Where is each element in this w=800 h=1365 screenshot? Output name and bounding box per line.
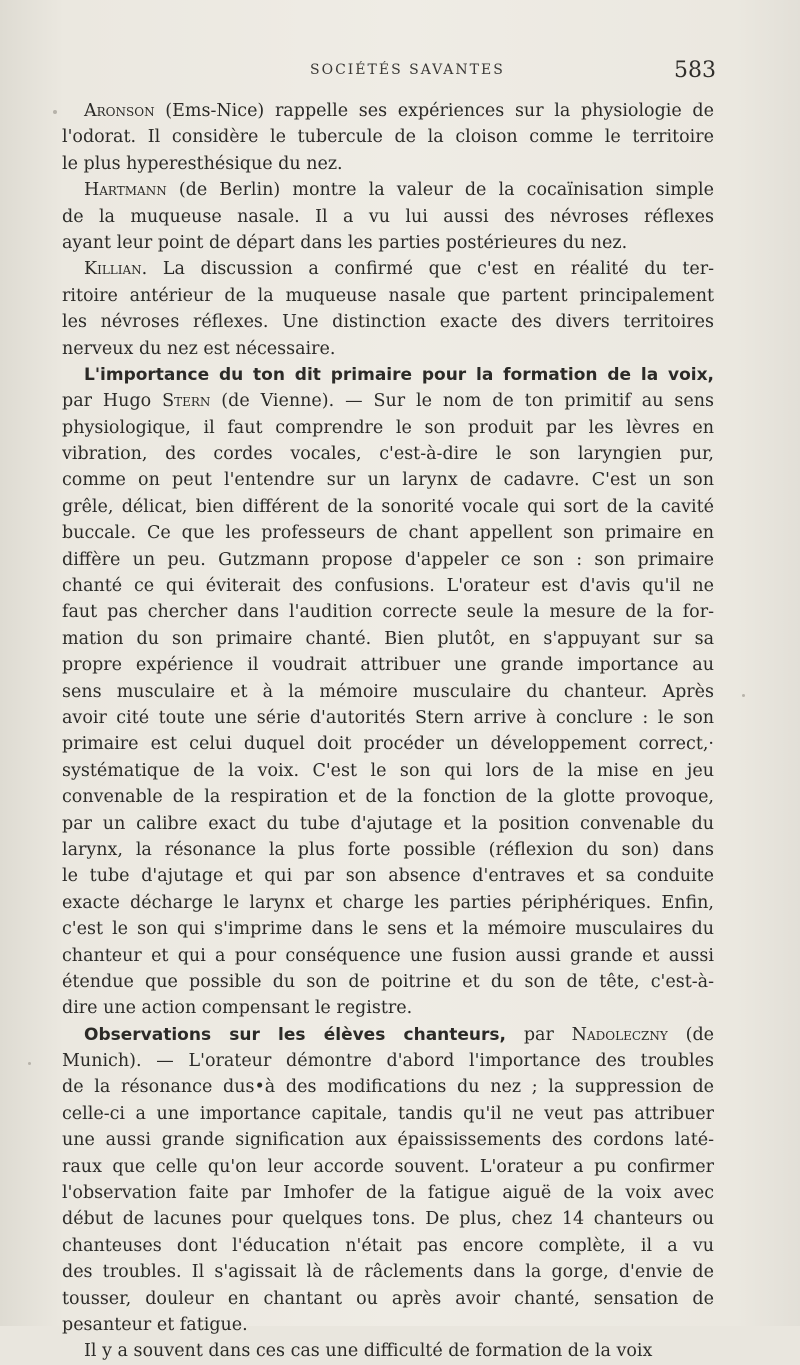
- line-text: les névroses réflexes. Une distinction exacte des divers territoires: [62, 312, 714, 333]
- line-text: chanteuses dont l'éducation n'était pas encore complète, il a vu: [62, 1235, 714, 1256]
- line-text: (de: [667, 1024, 714, 1045]
- text-line: [62, 916, 714, 942]
- paper-speck: [742, 694, 745, 697]
- line-text: larynx, la résonance la plus forte possible (réflexion du son) dans: [62, 839, 714, 860]
- line-text: une aussi grande signification aux épaississements des cordons laté-: [62, 1130, 714, 1151]
- line-text: (de Vienne). — Sur le nom de ton primitif au sens: [210, 391, 714, 412]
- line-text: chanteur et qui a pour conséquence une fusion aussi grande et aussi: [62, 945, 714, 966]
- text-line: [62, 441, 714, 467]
- text-line: [62, 863, 714, 889]
- paragraph: [62, 256, 714, 362]
- text-line: [62, 494, 714, 520]
- text-line: [62, 599, 714, 625]
- line-text: buccale. Ce que les professeurs de chant appellent son primaire en: [62, 523, 714, 544]
- text-line: [62, 1338, 714, 1364]
- line-text: grêle, délicat, bien différent de la sonorité vocale qui sort de la cavité: [62, 496, 714, 517]
- paragraph: [62, 1022, 714, 1339]
- line-text: faut pas chercher dans l'audition correcte seule la mesure de la for-: [62, 602, 714, 623]
- author-name: Killian: [84, 259, 142, 280]
- line-text: systématique de la voix. C'est le son qui lors de la mise en jeu: [62, 760, 714, 781]
- text-line: [62, 679, 714, 705]
- text-line: [62, 1206, 714, 1232]
- text-line: [62, 1127, 714, 1153]
- line-text: Munich). — L'orateur démontre d'abord l'importance des troubles: [62, 1051, 714, 1072]
- line-text: pesanteur et fatigue.: [62, 1314, 248, 1335]
- line-text: dire une action compensant le registre.: [62, 998, 413, 1019]
- text-line: [62, 204, 714, 230]
- text-line: [62, 336, 714, 362]
- line-text: le tube d'ajutage et qui par son absence d'entraves et sa conduite: [62, 866, 714, 887]
- line-text: par: [506, 1024, 572, 1045]
- page-number: 583: [674, 58, 716, 83]
- line-text: ritoire antérieur de la muqueuse nasale que partent principalement: [62, 285, 714, 306]
- line-text: par un calibre exact du tube d'ajutage et la position convenable du: [62, 813, 714, 834]
- text-line: [62, 784, 714, 810]
- text-line: [62, 943, 714, 969]
- line-text: de la résonance dus•à des modifications du nez ; la suppression de: [62, 1077, 714, 1098]
- line-text: (de Berlin) montre la valeur de la cocaïnisation simple: [166, 180, 714, 201]
- text-line: [62, 1180, 714, 1206]
- line-text: . La discussion a confirmé que c'est en réalité du ter-: [141, 259, 714, 280]
- text-line: [62, 1074, 714, 1100]
- page-header: [0, 58, 800, 88]
- text-line: [62, 283, 714, 309]
- line-text: mation du son primaire chanté. Bien plutôt, en s'appuyant sur sa: [62, 628, 714, 649]
- text-line: [62, 1022, 714, 1048]
- text-line: [62, 969, 714, 995]
- text-line: [62, 1101, 714, 1127]
- line-text: l'observation faite par Imhofer de la fatigue aiguë de la voix avec: [62, 1183, 714, 1204]
- text-line: [62, 890, 714, 916]
- line-text: chanté ce qui éviterait des confusions. L'orateur est d'avis qu'il ne: [62, 576, 714, 597]
- line-text: l'odorat. Il considère le tubercule de la cloison comme le territoire: [62, 127, 714, 148]
- text-line: [62, 573, 714, 599]
- text-line: [62, 705, 714, 731]
- author-name: Stern: [162, 391, 211, 412]
- paragraph: [62, 1338, 714, 1364]
- text-line: [62, 995, 714, 1021]
- text-line: [62, 520, 714, 546]
- text-line: [62, 98, 714, 124]
- section-heading: Observations sur les élèves chanteurs,: [84, 1024, 506, 1045]
- text-line: [62, 177, 714, 203]
- text-line: [62, 388, 714, 414]
- author-name: Hartmann: [84, 180, 167, 201]
- line-text: le plus hyperesthésique du nez.: [62, 153, 343, 174]
- line-text: de la muqueuse nasale. Il a vu lui aussi des névroses réflexes: [62, 206, 714, 227]
- text-line: [62, 151, 714, 177]
- text-line: [62, 758, 714, 784]
- text-line: [62, 731, 714, 757]
- line-text: c'est le son qui s'imprime dans le sens et la mémoire musculaires du: [62, 919, 714, 940]
- line-text: par Hugo: [62, 391, 163, 412]
- text-line: [62, 309, 714, 335]
- running-title: SOCIÉTÉS SAVANTES: [310, 62, 505, 78]
- text-line: [62, 362, 714, 388]
- line-text: début de lacunes pour quelques tons. De plus, chez 14 chanteurs ou: [62, 1209, 714, 1230]
- text-line: [62, 652, 714, 678]
- line-text: convenable de la respiration et de la fonction de la glotte provoque,: [62, 787, 714, 808]
- line-text: celle-ci a une importance capitale, tandis qu'il ne veut pas attribuer: [62, 1103, 714, 1124]
- text-line: [62, 415, 714, 441]
- text-line: [62, 1259, 714, 1285]
- line-text: sens musculaire et à la mémoire musculaire du chanteur. Après: [62, 681, 714, 702]
- text-line: [62, 1233, 714, 1259]
- text-line: [62, 1154, 714, 1180]
- line-text: tousser, douleur en chantant ou après avoir chanté, sensation de: [62, 1288, 714, 1309]
- line-text: vibration, des cordes vocales, c'est-à-dire le son laryngien pur,: [62, 444, 714, 465]
- text-line: [62, 124, 714, 150]
- line-text: avoir cité toute une série d'autorités Stern arrive à conclure : le son: [62, 707, 714, 728]
- line-text: ayant leur point de départ dans les parties postérieures du nez.: [62, 232, 628, 253]
- paper-speck: [53, 110, 57, 114]
- section-heading: L'importance du ton dit primaire pour la formation de la voix,: [84, 364, 714, 385]
- text-line: [62, 811, 714, 837]
- text-line: [62, 626, 714, 652]
- line-text: diffère un peu. Gutzmann propose d'appeler ce son : son primaire: [62, 549, 714, 570]
- paragraph: [62, 177, 714, 256]
- line-text: exacte décharge le larynx et charge les parties périphériques. Enfin,: [62, 892, 714, 913]
- paragraph: [62, 362, 714, 1022]
- paper-speck: [28, 1062, 31, 1065]
- line-text: (Ems-Nice) rappelle ses expériences sur la physiologie de: [154, 101, 714, 121]
- text-line: [62, 837, 714, 863]
- line-text: des troubles. Il s'agissait là de râclements dans la gorge, d'envie de: [62, 1262, 714, 1283]
- line-text: étendue que possible du son de poitrine et du son de tête, c'est-à-: [62, 971, 714, 992]
- line-text: physiologique, il faut comprendre le son produit par les lèvres en: [62, 417, 714, 438]
- author-name: Aronson: [84, 101, 155, 121]
- paragraph: [62, 98, 714, 177]
- text-line: [62, 1048, 714, 1074]
- line-text: raux que celle qu'on leur accorde souvent. L'orateur a pu confirmer: [62, 1156, 714, 1177]
- text-line: [62, 467, 714, 493]
- line-text: propre expérience il voudrait attribuer une grande importance au: [62, 655, 714, 676]
- text-line: [62, 230, 714, 256]
- line-text: Il y a souvent dans ces cas une difficulté de formation de la voix: [84, 1341, 653, 1362]
- line-text: comme on peut l'entendre sur un larynx de cadavre. C'est un son: [62, 470, 714, 491]
- line-text: nerveux du nez est nécessaire.: [62, 338, 336, 359]
- author-name: Nadoleczny: [571, 1024, 668, 1045]
- line-text: primaire est celui duquel doit procéder un développement correct,·: [62, 734, 714, 755]
- text-line: [62, 547, 714, 573]
- text-line: [62, 1286, 714, 1312]
- text-line: [62, 256, 714, 282]
- body-text: [62, 98, 714, 1365]
- text-line: [62, 1312, 714, 1338]
